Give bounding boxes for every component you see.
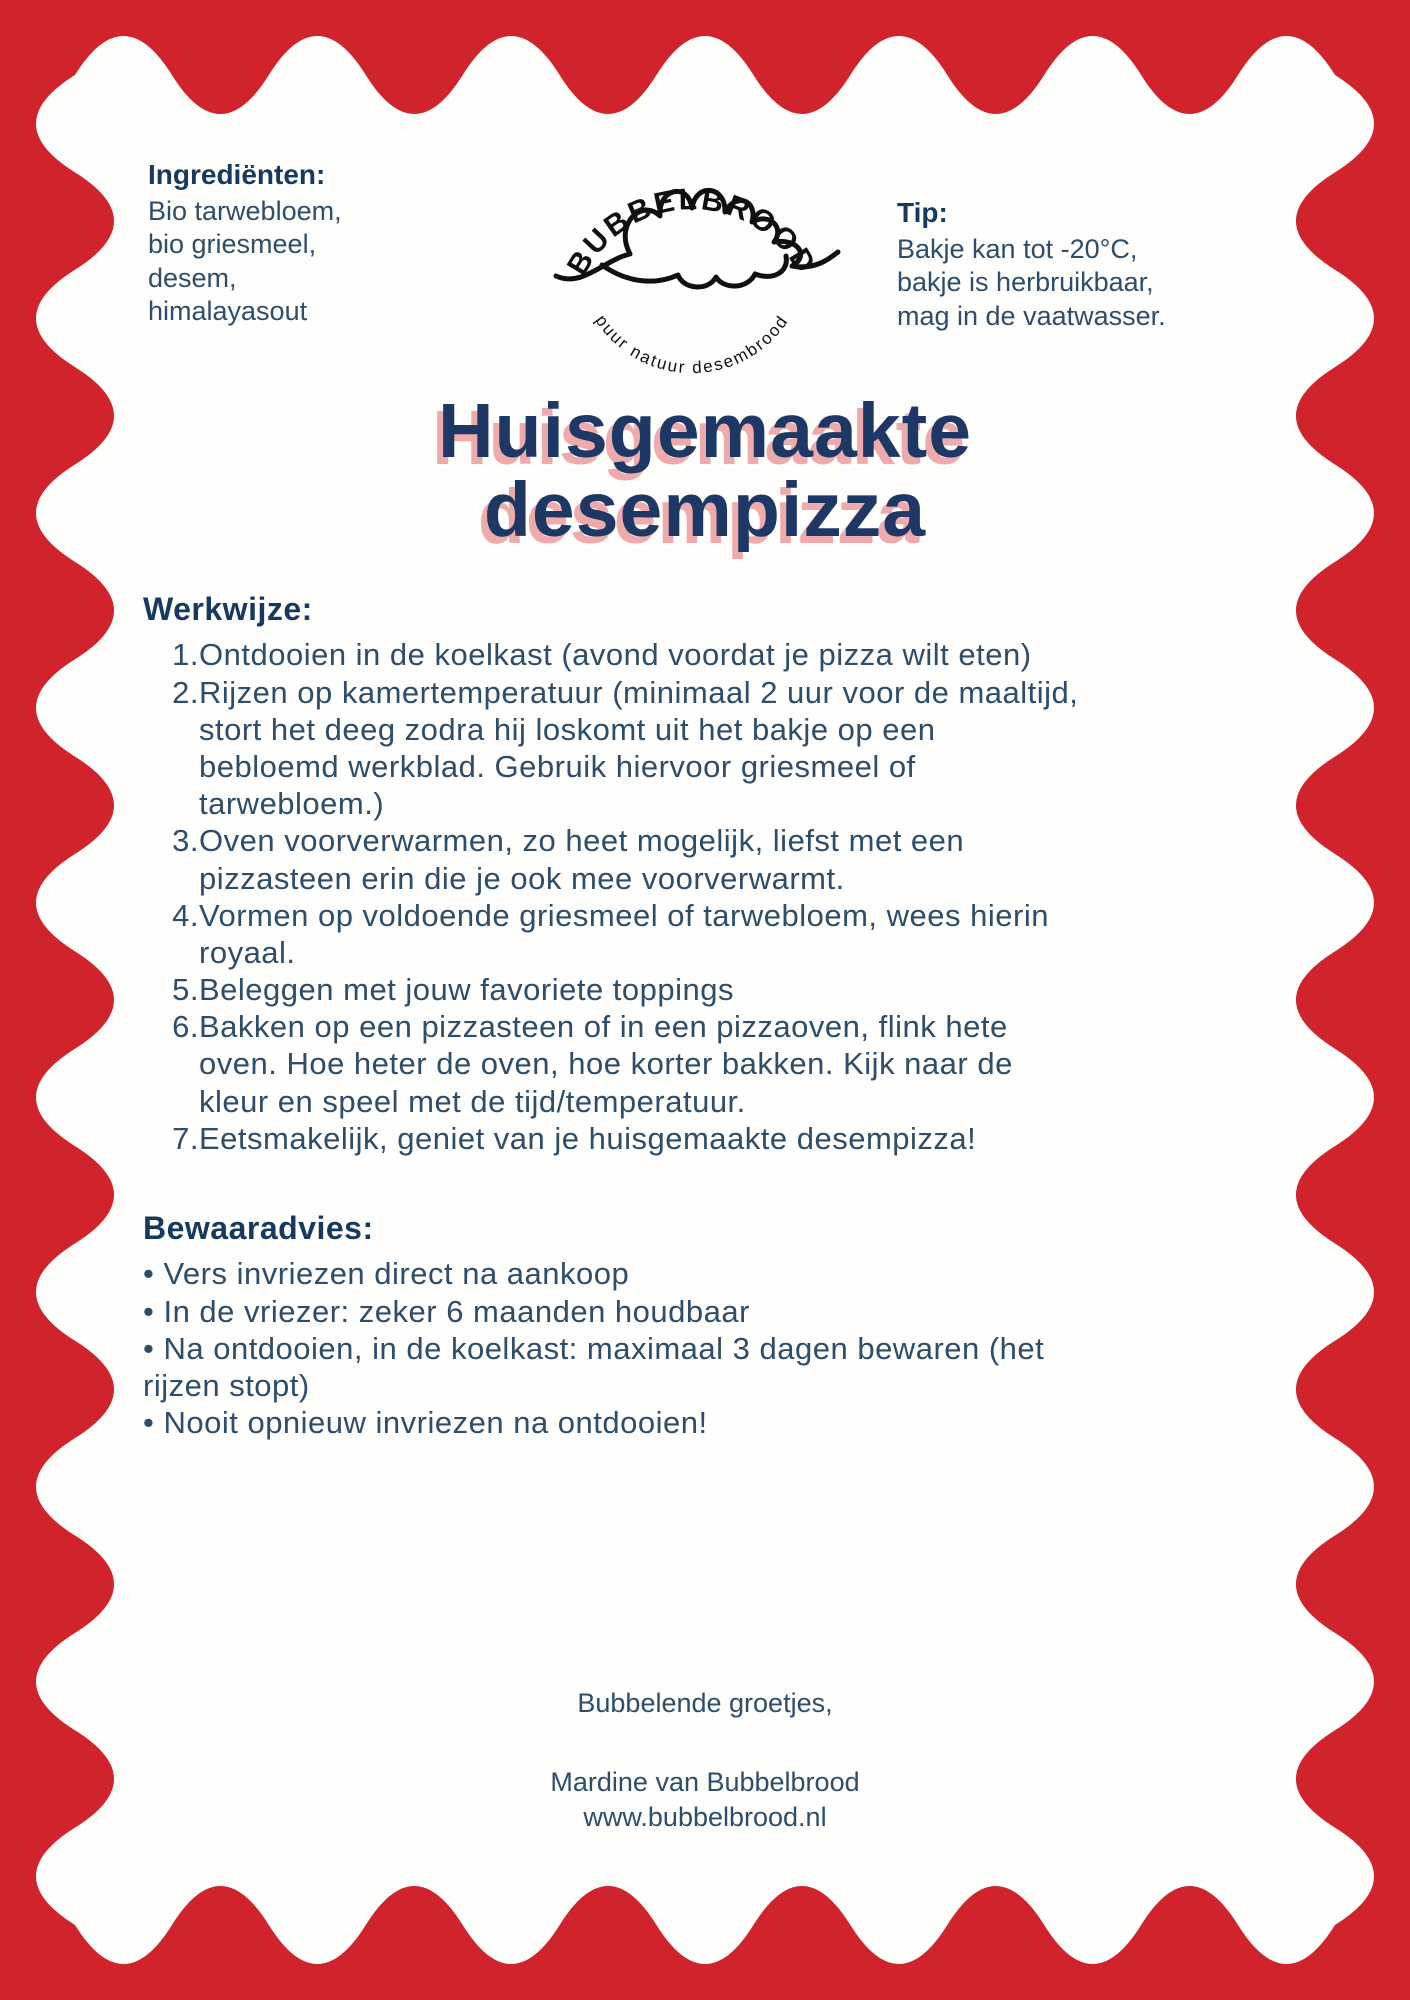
bubbelbrood-logo [542, 100, 842, 390]
step-item: Rijzen op kamertemperatuur (minimaal 2 uur voor de maaltijd, stort het deeg zodra hij loskomt uit het bakje op een bebloemd werkblad. Gebruik hiervoor griesmeel of tarwebloem.) [199, 674, 1079, 822]
bewaaradvies-heading: Bewaaradvies: [143, 1210, 374, 1247]
tip-line: mag in de vaatwasser. [897, 300, 1166, 331]
ingredient-line: bio griesmeel, [148, 229, 317, 260]
step-item: Eetsmakelijk, geniet van je huisgemaakte desempizza! [199, 1120, 977, 1156]
ingredients-block [148, 158, 448, 329]
footer-closing: Bubbelende groetjes, [577, 1688, 833, 1718]
page-title-line1: Huisgemaakte [437, 388, 973, 474]
ingredient-line: himalayasout [148, 296, 308, 327]
ingredient-line: Bio tarwebloem, [148, 195, 342, 226]
bullet-item: • Nooit opnieuw invriezen na ontdooien! [143, 1404, 1083, 1441]
step-item: Bakken op een pizzasteen of in een pizzaoven, flink hete oven. Hoe heter de oven, hoe korter bakken. Kijk naar de kleur en speel met de tijd/temperatuur. [199, 1009, 1013, 1119]
footer [0, 1686, 1410, 1835]
tip-line: bakje is herbruikbaar, [897, 267, 1154, 298]
werkwijze-steps [143, 636, 1083, 1157]
bullet-item: • In de vriezer: zeker 6 maanden houdbaar [143, 1293, 1083, 1330]
bullet-item: • Na ontdooien, in de koelkast: maximaal 3 dagen bewaren (het rijzen stopt) [143, 1330, 1083, 1404]
step-item: Vormen op voldoende griesmeel of tarwebloem, wees hierin royaal. [199, 897, 1049, 970]
ingredient-line: desem, [148, 262, 237, 293]
main-text [143, 590, 1083, 1441]
logo-arc-bottom-text: puur natuur desembrood [591, 311, 793, 378]
bullet-item: • Vers invriezen direct na aankoop [143, 1255, 1083, 1292]
step-item: Oven voorverwarmen, zo heet mogelijk, liefst met een pizzasteen erin die je ook mee voorverwarmt. [199, 823, 965, 896]
footer-website: www.bubbelbrood.nl [583, 1802, 827, 1833]
tip-block [897, 196, 1227, 333]
werkwijze-heading: Werkwijze: [143, 591, 313, 627]
step-item: Beleggen met jouw favoriete toppings [199, 972, 734, 1008]
bewaaradvies-block [143, 1209, 1083, 1441]
page-title [0, 388, 1410, 553]
tip-line: Bakje kan tot -20°C, [897, 233, 1138, 264]
ingredients-heading: Ingrediënten: [148, 159, 326, 190]
logo-arc-top-text: BUBBELBROOD [560, 183, 824, 281]
step-item: Ontdooien in de koelkast (avond voordat je pizza wilt eten) [199, 637, 1032, 673]
footer-name: Mardine van Bubbelbrood [550, 1767, 860, 1798]
page-title-line2: desempizza [483, 466, 927, 553]
bewaaradvies-list [143, 1255, 1083, 1441]
tip-heading: Tip: [897, 197, 948, 228]
